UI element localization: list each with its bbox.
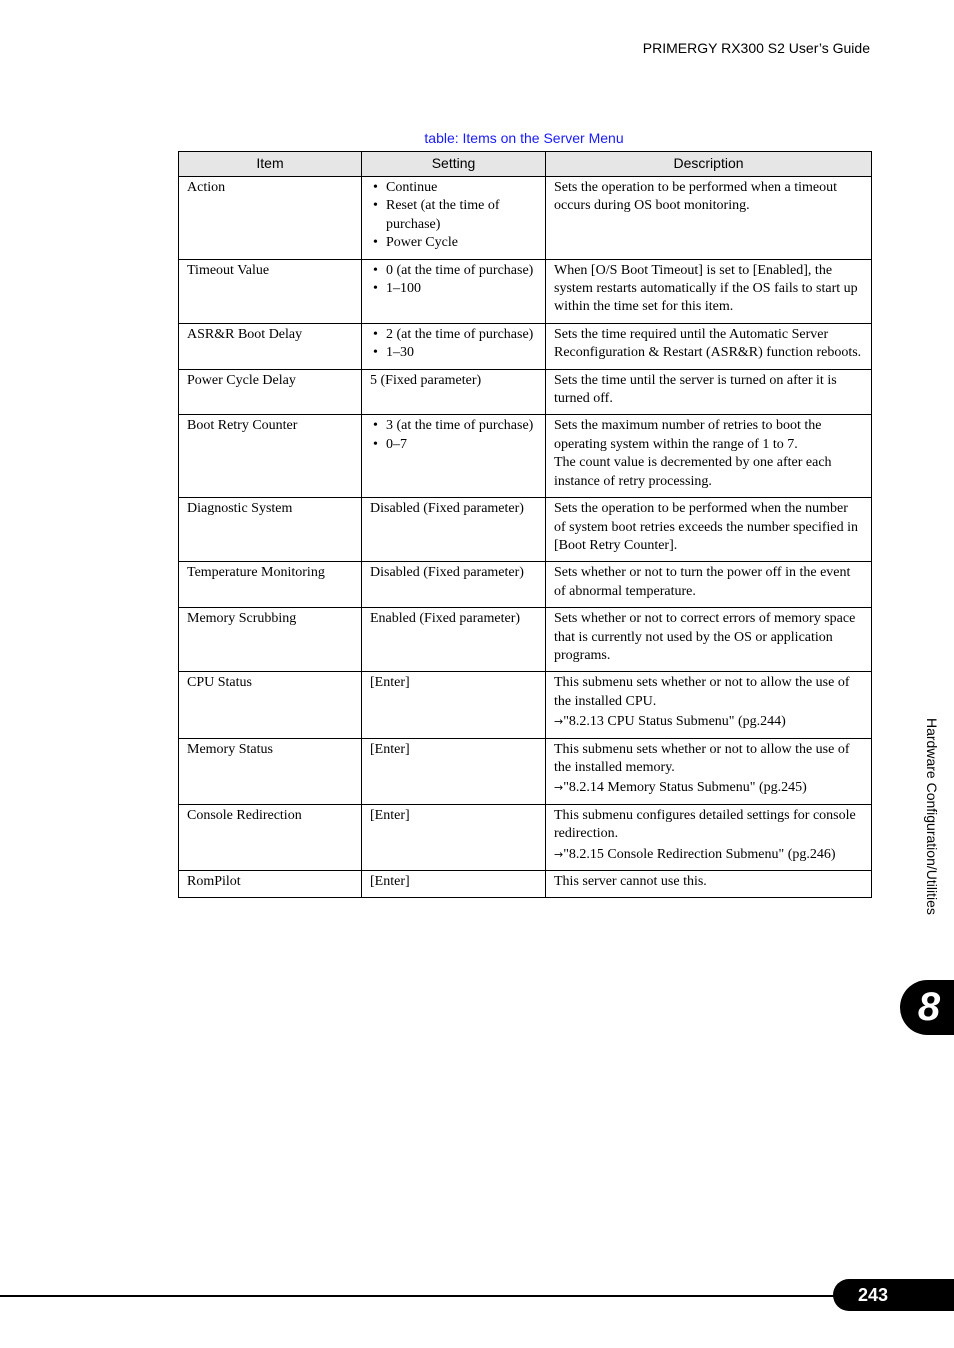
description-cell: Sets the operation to be performed when the number of system boot retries exceeds the number specified in [Boot Retry Counter]. [546, 498, 872, 562]
page-number-tab [833, 1279, 954, 1311]
setting-cell: Disabled (Fixed parameter) [362, 562, 546, 608]
table-row [179, 259, 872, 323]
item-cell: Power Cycle Delay [179, 369, 362, 415]
setting-list [370, 326, 537, 363]
table-row [179, 562, 872, 608]
setting-option: • Power Cycle [370, 234, 537, 252]
description-text-extra: The count value is decremented by one after each instance of retry processing. [554, 455, 832, 489]
column-header-description: Description [546, 152, 872, 177]
server-menu-table [178, 151, 872, 898]
description-cell: This server cannot use this. [546, 871, 872, 898]
description-text: Sets the maximum number of retries to boot the operating system within the range of 1 to 7. [554, 418, 822, 452]
setting-option: • 2 (at the time of purchase) [370, 326, 537, 344]
page-number: 243 [857, 1285, 889, 1305]
setting-cell: 5 (Fixed parameter) [362, 369, 546, 415]
setting-cell [362, 259, 546, 323]
setting-cell: Enabled (Fixed parameter) [362, 608, 546, 672]
table-row [179, 804, 872, 870]
setting-cell: [Enter] [362, 871, 546, 898]
table-row [179, 369, 872, 415]
description-cell [546, 804, 872, 870]
setting-option: • Continue [370, 179, 537, 197]
setting-option: • Reset (at the time of purchase) [370, 197, 537, 234]
setting-cell: [Enter] [362, 738, 546, 804]
description-cell: Sets the operation to be performed when a timeout occurs during OS boot monitoring. [546, 177, 872, 260]
item-cell: Action [179, 177, 362, 260]
setting-cell: [Enter] [362, 672, 546, 738]
column-header-item: Item [179, 152, 362, 177]
table-row [179, 608, 872, 672]
table-caption: table: Items on the Server Menu [424, 130, 624, 146]
item-cell: Console Redirection [179, 804, 362, 870]
table-row [179, 323, 872, 369]
item-cell: Timeout Value [179, 259, 362, 323]
chapter-number: 8 [917, 985, 941, 1029]
right-arrow-icon: → [554, 781, 564, 795]
item-cell: Memory Status [179, 738, 362, 804]
description-cell: When [O/S Boot Timeout] is set to [Enabled], the system restarts automatically if the OS fails to start up within the time set for this item. [546, 259, 872, 323]
item-cell: Diagnostic System [179, 498, 362, 562]
setting-option: • 3 (at the time of purchase) [370, 417, 537, 435]
setting-option: • 1–100 [370, 280, 537, 298]
chapter-tab [900, 980, 954, 1035]
description-cell [546, 672, 872, 738]
right-arrow-icon: → [554, 715, 564, 729]
setting-cell: [Enter] [362, 804, 546, 870]
setting-list [370, 179, 537, 253]
item-cell: RomPilot [179, 871, 362, 898]
item-cell: Boot Retry Counter [179, 415, 362, 498]
description-text: This submenu sets whether or not to allow the use of the installed CPU. [554, 675, 850, 709]
setting-option: • 1–30 [370, 344, 537, 362]
description-cell: Sets the time until the server is turned on after it is turned off. [546, 369, 872, 415]
table-row [179, 871, 872, 898]
table-row [179, 415, 872, 498]
setting-list [370, 417, 537, 454]
section-side-label: Hardware Configuration/Utilities [924, 718, 940, 915]
cross-reference-link[interactable] [554, 713, 863, 731]
table-header-row [179, 152, 872, 177]
setting-cell [362, 323, 546, 369]
description-cell: Sets the time required until the Automatic Server Reconfiguration & Restart (ASR&R) function reboots. [546, 323, 872, 369]
item-cell: CPU Status [179, 672, 362, 738]
cross-reference-text: "8.2.15 Console Redirection Submenu" (pg.246) [563, 846, 836, 862]
cross-reference-text: "8.2.14 Memory Status Submenu" (pg.245) [563, 780, 807, 796]
item-cell: ASR&R Boot Delay [179, 323, 362, 369]
description-text: This submenu configures detailed settings for console redirection. [554, 807, 856, 842]
setting-option: • 0 (at the time of purchase) [370, 262, 537, 280]
description-text: This submenu sets whether or not to allow the use of the installed memory. [554, 741, 850, 775]
page-header: PRIMERGY RX300 S2 User’s Guide [642, 40, 870, 56]
cross-reference-link[interactable] [554, 846, 863, 864]
column-header-setting: Setting [362, 152, 546, 177]
right-arrow-icon: → [554, 847, 564, 861]
setting-list [370, 262, 537, 299]
table-row [179, 498, 872, 562]
table-row [179, 738, 872, 804]
cross-reference-text: "8.2.13 CPU Status Submenu" (pg.244) [563, 714, 786, 730]
table-row [179, 177, 872, 260]
footer-rule [0, 1295, 850, 1297]
table-row [179, 672, 872, 738]
cross-reference-link[interactable] [554, 779, 863, 797]
setting-cell [362, 415, 546, 498]
setting-option: • 0–7 [370, 436, 537, 454]
description-cell [546, 738, 872, 804]
description-cell: Sets whether or not to correct errors of memory space that is currently not used by the OS or application programs. [546, 608, 872, 672]
item-cell: Memory Scrubbing [179, 608, 362, 672]
setting-cell: Disabled (Fixed parameter) [362, 498, 546, 562]
item-cell: Temperature Monitoring [179, 562, 362, 608]
description-cell [546, 415, 872, 498]
setting-cell [362, 177, 546, 260]
description-cell: Sets whether or not to turn the power off in the event of abnormal temperature. [546, 562, 872, 608]
